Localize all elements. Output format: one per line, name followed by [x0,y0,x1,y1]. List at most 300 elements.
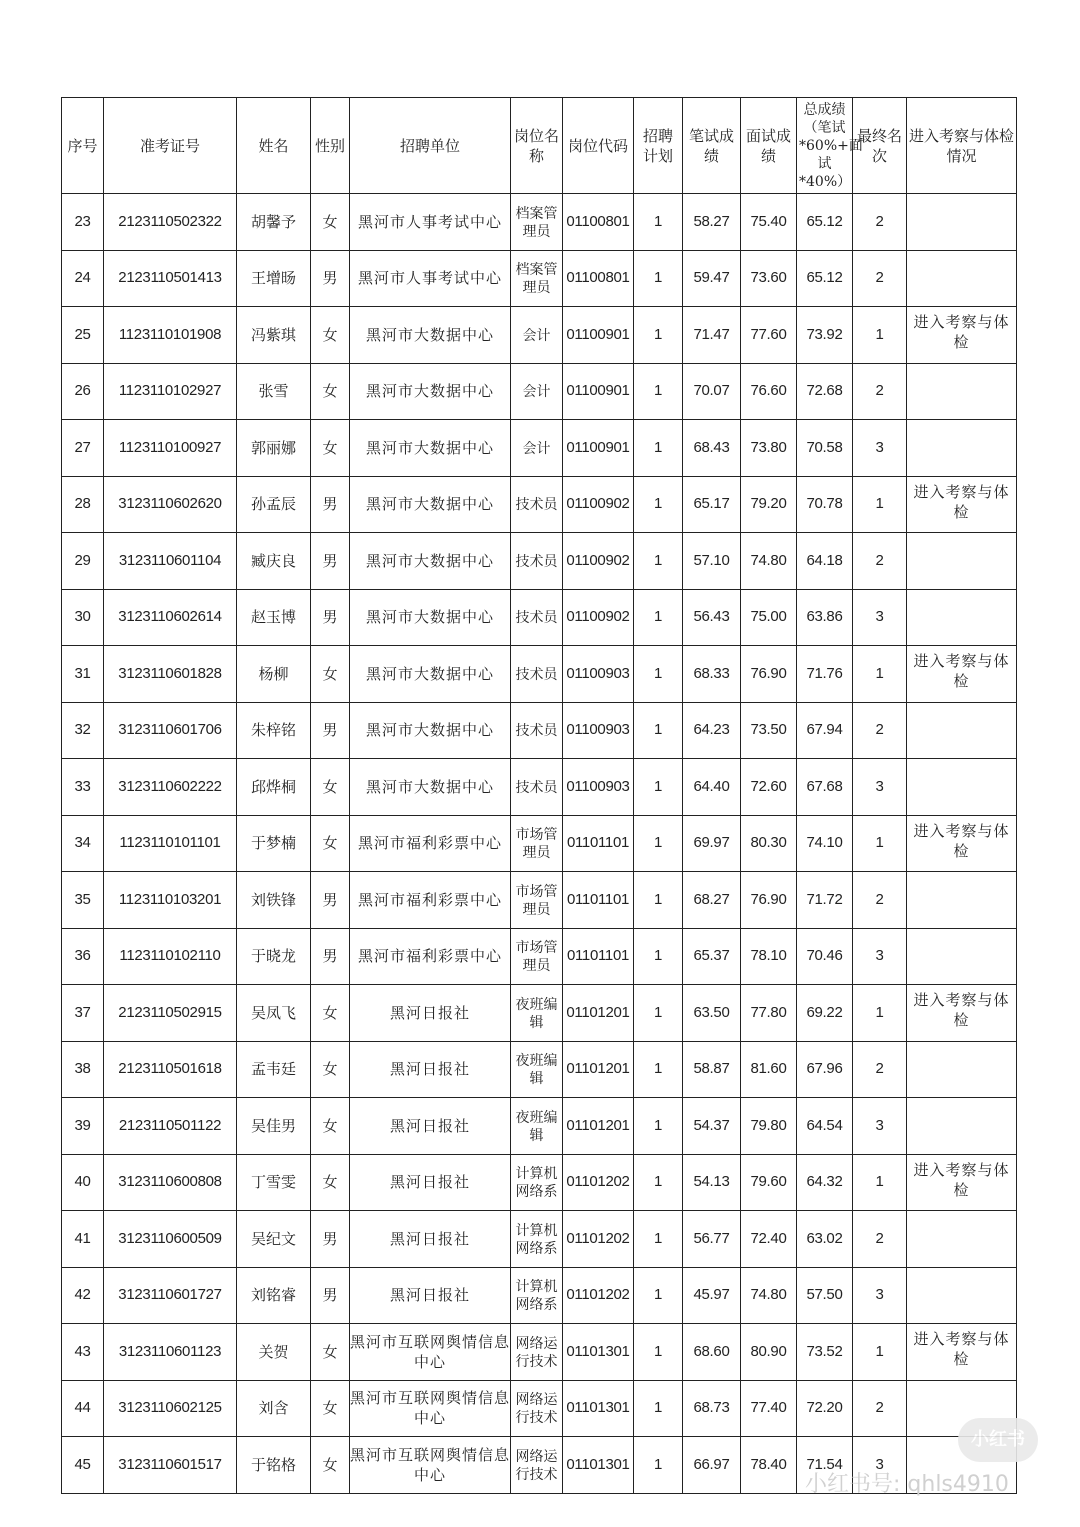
cell-post-code: 01101202 [563,1267,634,1324]
cell-ticket: 3123110602125 [104,1380,237,1437]
cell-rank: 2 [853,1380,907,1437]
cell-rank: 1 [853,1324,907,1381]
cell-total: 63.02 [797,1211,853,1268]
cell-seq: 34 [62,815,104,872]
cell-ticket: 3123110600509 [104,1211,237,1268]
cell-ticket: 3123110602620 [104,476,237,533]
cell-name: 赵玉博 [237,589,311,646]
cell-total: 71.54 [797,1437,853,1494]
cell-rank: 3 [853,420,907,477]
cell-plan: 1 [634,589,683,646]
cell-ticket: 2123110501618 [104,1041,237,1098]
cell-interview: 78.40 [741,1437,797,1494]
cell-employer: 黑河市大数据中心 [350,533,511,590]
cell-written: 68.73 [683,1380,741,1437]
cell-ticket: 1123110101908 [104,307,237,364]
table-row [62,1154,1017,1211]
cell-post-code: 01100902 [563,533,634,590]
cell-employer: 黑河市大数据中心 [350,759,511,816]
cell-rank: 3 [853,928,907,985]
table-row [62,702,1017,759]
cell-ticket: 2123110501122 [104,1098,237,1155]
table-row [62,533,1017,590]
cell-plan: 1 [634,1324,683,1381]
cell-written: 59.47 [683,250,741,307]
cell-gender: 女 [311,1324,350,1381]
cell-written: 64.23 [683,702,741,759]
col-header-seq: 序号 [62,98,104,194]
cell-interview: 80.90 [741,1324,797,1381]
cell-seq: 39 [62,1098,104,1155]
cell-seq: 45 [62,1437,104,1494]
cell-interview: 79.60 [741,1154,797,1211]
results-body [62,194,1017,1494]
table-row [62,815,1017,872]
cell-post-code: 01100902 [563,589,634,646]
cell-employer: 黑河市大数据中心 [350,589,511,646]
table-row [62,1380,1017,1437]
cell-seq: 28 [62,476,104,533]
cell-written: 57.10 [683,533,741,590]
table-row [62,928,1017,985]
cell-rank: 2 [853,702,907,759]
cell-post-code: 01101201 [563,1041,634,1098]
cell-written: 65.37 [683,928,741,985]
cell-gender: 女 [311,646,350,703]
cell-seq: 31 [62,646,104,703]
cell-seq: 36 [62,928,104,985]
cell-plan: 1 [634,363,683,420]
cell-seq: 24 [62,250,104,307]
cell-total: 64.18 [797,533,853,590]
cell-total: 67.96 [797,1041,853,1098]
cell-gender: 女 [311,815,350,872]
cell-gender: 男 [311,702,350,759]
cell-employer: 黑河市大数据中心 [350,646,511,703]
cell-post-name: 技术员 [511,589,563,646]
cell-written: 68.27 [683,872,741,929]
cell-written: 64.40 [683,759,741,816]
cell-rank: 3 [853,589,907,646]
col-header-plan: 招聘计划 [634,98,683,194]
cell-written: 63.50 [683,985,741,1042]
cell-written: 71.47 [683,307,741,364]
table-row [62,985,1017,1042]
cell-name: 臧庆良 [237,533,311,590]
cell-seq: 27 [62,420,104,477]
cell-gender: 女 [311,363,350,420]
cell-employer: 黑河市人事考试中心 [350,250,511,307]
cell-name: 吴纪文 [237,1211,311,1268]
col-header-post-name: 岗位名称 [511,98,563,194]
cell-gender: 女 [311,420,350,477]
cell-employer: 黑河市大数据中心 [350,476,511,533]
cell-total: 72.68 [797,363,853,420]
cell-seq: 40 [62,1154,104,1211]
cell-post-name: 市场管理员 [511,872,563,929]
cell-employer: 黑河市大数据中心 [350,420,511,477]
cell-gender: 女 [311,1154,350,1211]
cell-status [907,250,1017,307]
cell-status: 进入考察与体检 [907,985,1017,1042]
cell-interview: 74.80 [741,1267,797,1324]
cell-gender: 女 [311,985,350,1042]
cell-plan: 1 [634,1154,683,1211]
cell-total: 64.32 [797,1154,853,1211]
cell-rank: 1 [853,815,907,872]
cell-employer: 黑河市福利彩票中心 [350,872,511,929]
cell-gender: 女 [311,759,350,816]
cell-total: 65.12 [797,194,853,251]
table-row [62,194,1017,251]
cell-ticket: 3123110602614 [104,589,237,646]
table-row [62,1041,1017,1098]
cell-ticket: 3123110601706 [104,702,237,759]
cell-post-code: 01100801 [563,250,634,307]
cell-ticket: 2123110502915 [104,985,237,1042]
table-row [62,1324,1017,1381]
cell-post-code: 01101201 [563,1098,634,1155]
cell-plan: 1 [634,1098,683,1155]
cell-status [907,589,1017,646]
cell-employer: 黑河市福利彩票中心 [350,815,511,872]
col-header-status: 进入考察与体检情况 [907,98,1017,194]
col-header-interview: 面试成绩 [741,98,797,194]
cell-gender: 女 [311,1437,350,1494]
cell-employer: 黑河市大数据中心 [350,363,511,420]
cell-post-name: 计算机网络系 [511,1211,563,1268]
cell-post-name: 档案管理员 [511,194,563,251]
cell-ticket: 1123110102110 [104,928,237,985]
cell-written: 68.60 [683,1324,741,1381]
cell-name: 杨柳 [237,646,311,703]
cell-gender: 男 [311,1211,350,1268]
cell-post-name: 夜班编辑 [511,985,563,1042]
cell-written: 58.87 [683,1041,741,1098]
cell-rank: 2 [853,872,907,929]
cell-total: 73.52 [797,1324,853,1381]
table-row [62,307,1017,364]
cell-written: 54.13 [683,1154,741,1211]
cell-status [907,1098,1017,1155]
cell-seq: 26 [62,363,104,420]
table-row [62,759,1017,816]
cell-written: 68.33 [683,646,741,703]
cell-plan: 1 [634,928,683,985]
cell-interview: 73.60 [741,250,797,307]
cell-ticket: 1123110102927 [104,363,237,420]
cell-post-name: 网络运行技术 [511,1324,563,1381]
cell-post-name: 网络运行技术 [511,1437,563,1494]
cell-seq: 25 [62,307,104,364]
cell-total: 70.58 [797,420,853,477]
cell-written: 65.17 [683,476,741,533]
cell-ticket: 3123110601123 [104,1324,237,1381]
cell-name: 孟韦廷 [237,1041,311,1098]
cell-post-code: 01101101 [563,815,634,872]
cell-status [907,194,1017,251]
cell-gender: 女 [311,1098,350,1155]
cell-name: 于晓龙 [237,928,311,985]
cell-employer: 黑河市互联网舆情信息中心 [350,1380,511,1437]
cell-post-code: 01100903 [563,702,634,759]
table-row [62,872,1017,929]
col-header-post-code: 岗位代码 [563,98,634,194]
cell-gender: 男 [311,1267,350,1324]
cell-plan: 1 [634,1380,683,1437]
cell-interview: 80.30 [741,815,797,872]
cell-rank: 2 [853,533,907,590]
cell-post-name: 夜班编辑 [511,1098,563,1155]
cell-rank: 1 [853,307,907,364]
cell-name: 冯紫琪 [237,307,311,364]
header-row [62,98,1017,194]
cell-employer: 黑河日报社 [350,1098,511,1155]
cell-interview: 78.10 [741,928,797,985]
cell-interview: 77.60 [741,307,797,364]
cell-seq: 32 [62,702,104,759]
cell-plan: 1 [634,815,683,872]
cell-written: 45.97 [683,1267,741,1324]
cell-written: 56.43 [683,589,741,646]
cell-status [907,702,1017,759]
cell-seq: 38 [62,1041,104,1098]
cell-rank: 3 [853,1098,907,1155]
cell-status [907,420,1017,477]
cell-post-code: 01100901 [563,420,634,477]
cell-ticket: 1123110103201 [104,872,237,929]
cell-rank: 1 [853,1154,907,1211]
cell-name: 丁雪雯 [237,1154,311,1211]
cell-post-code: 01101301 [563,1380,634,1437]
cell-rank: 1 [853,646,907,703]
cell-post-code: 01100901 [563,363,634,420]
cell-written: 68.43 [683,420,741,477]
cell-post-name: 计算机网络系 [511,1154,563,1211]
cell-plan: 1 [634,307,683,364]
cell-interview: 77.40 [741,1380,797,1437]
table-row [62,646,1017,703]
cell-employer: 黑河日报社 [350,1267,511,1324]
cell-written: 70.07 [683,363,741,420]
cell-interview: 72.40 [741,1211,797,1268]
table-row [62,589,1017,646]
table-row [62,1211,1017,1268]
cell-name: 吴佳男 [237,1098,311,1155]
cell-total: 57.50 [797,1267,853,1324]
cell-employer: 黑河市互联网舆情信息中心 [350,1324,511,1381]
cell-post-name: 技术员 [511,702,563,759]
cell-written: 54.37 [683,1098,741,1155]
cell-plan: 1 [634,476,683,533]
cell-written: 58.27 [683,194,741,251]
cell-name: 王增旸 [237,250,311,307]
cell-plan: 1 [634,985,683,1042]
cell-post-code: 01101202 [563,1154,634,1211]
cell-seq: 29 [62,533,104,590]
cell-interview: 76.90 [741,646,797,703]
cell-status: 进入考察与体检 [907,646,1017,703]
col-header-written: 笔试成绩 [683,98,741,194]
cell-name: 吴凤飞 [237,985,311,1042]
cell-total: 67.68 [797,759,853,816]
cell-employer: 黑河市大数据中心 [350,307,511,364]
cell-total: 71.76 [797,646,853,703]
cell-total: 70.46 [797,928,853,985]
cell-total: 73.92 [797,307,853,364]
cell-rank: 3 [853,1267,907,1324]
watermark-logo: 小红书 [958,1418,1038,1462]
cell-gender: 女 [311,1041,350,1098]
cell-post-code: 01101301 [563,1324,634,1381]
cell-plan: 1 [634,1041,683,1098]
cell-interview: 76.90 [741,872,797,929]
cell-plan: 1 [634,1437,683,1494]
cell-post-name: 市场管理员 [511,815,563,872]
cell-written: 56.77 [683,1211,741,1268]
cell-post-name: 技术员 [511,533,563,590]
cell-interview: 75.40 [741,194,797,251]
cell-plan: 1 [634,1211,683,1268]
cell-ticket: 3123110601517 [104,1437,237,1494]
cell-gender: 男 [311,476,350,533]
cell-written: 66.97 [683,1437,741,1494]
table-row [62,476,1017,533]
cell-post-name: 会计 [511,420,563,477]
cell-status: 进入考察与体检 [907,476,1017,533]
cell-interview: 73.50 [741,702,797,759]
cell-ticket: 2123110501413 [104,250,237,307]
col-header-rank: 最终名次 [853,98,907,194]
cell-name: 刘铭睿 [237,1267,311,1324]
col-header-gender: 性别 [311,98,350,194]
col-header-ticket: 准考证号 [104,98,237,194]
cell-status [907,759,1017,816]
cell-gender: 男 [311,872,350,929]
results-table [61,97,1017,1494]
cell-name: 刘含 [237,1380,311,1437]
cell-plan: 1 [634,194,683,251]
cell-plan: 1 [634,533,683,590]
cell-post-name: 会计 [511,363,563,420]
cell-plan: 1 [634,759,683,816]
cell-seq: 42 [62,1267,104,1324]
cell-employer: 黑河日报社 [350,1211,511,1268]
cell-plan: 1 [634,702,683,759]
cell-written: 69.97 [683,815,741,872]
cell-gender: 男 [311,589,350,646]
cell-employer: 黑河市人事考试中心 [350,194,511,251]
cell-status: 进入考察与体检 [907,1154,1017,1211]
cell-rank: 2 [853,1041,907,1098]
cell-ticket: 3123110601104 [104,533,237,590]
cell-gender: 男 [311,250,350,307]
cell-post-code: 01101101 [563,872,634,929]
cell-total: 65.12 [797,250,853,307]
cell-rank: 2 [853,250,907,307]
cell-seq: 30 [62,589,104,646]
cell-status [907,1211,1017,1268]
cell-post-code: 01101101 [563,928,634,985]
cell-post-code: 01101202 [563,1211,634,1268]
cell-post-name: 计算机网络系 [511,1267,563,1324]
cell-seq: 41 [62,1211,104,1268]
cell-ticket: 3123110602222 [104,759,237,816]
cell-name: 于梦楠 [237,815,311,872]
cell-post-code: 01100903 [563,759,634,816]
cell-gender: 女 [311,194,350,251]
cell-interview: 79.20 [741,476,797,533]
cell-post-code: 01100901 [563,307,634,364]
cell-interview: 77.80 [741,985,797,1042]
cell-post-code: 01100903 [563,646,634,703]
cell-post-code: 01100902 [563,476,634,533]
cell-status [907,1041,1017,1098]
cell-ticket: 3123110601828 [104,646,237,703]
cell-total: 71.72 [797,872,853,929]
cell-rank: 2 [853,363,907,420]
col-header-total: 总成绩（笔试*60%+面试*40%） [797,98,853,194]
cell-name: 关贺 [237,1324,311,1381]
cell-interview: 79.80 [741,1098,797,1155]
cell-rank: 3 [853,1437,907,1494]
cell-post-name: 技术员 [511,476,563,533]
cell-rank: 2 [853,1211,907,1268]
cell-total: 63.86 [797,589,853,646]
table-row [62,250,1017,307]
cell-ticket: 1123110101101 [104,815,237,872]
cell-rank: 1 [853,985,907,1042]
cell-name: 胡馨予 [237,194,311,251]
cell-post-name: 会计 [511,307,563,364]
watermark-account: 小红书号: qhls4910 [805,1472,1009,1497]
cell-post-name: 技术员 [511,646,563,703]
cell-status [907,872,1017,929]
cell-status [907,363,1017,420]
cell-name: 刘铁锋 [237,872,311,929]
cell-post-code: 01101201 [563,985,634,1042]
cell-ticket: 3123110601727 [104,1267,237,1324]
cell-post-name: 网络运行技术 [511,1380,563,1437]
cell-interview: 73.80 [741,420,797,477]
cell-total: 64.54 [797,1098,853,1155]
table-row [62,420,1017,477]
cell-interview: 74.80 [741,533,797,590]
cell-status: 进入考察与体检 [907,1324,1017,1381]
cell-rank: 2 [853,194,907,251]
cell-name: 孙孟辰 [237,476,311,533]
cell-name: 张雪 [237,363,311,420]
cell-employer: 黑河日报社 [350,985,511,1042]
cell-post-name: 夜班编辑 [511,1041,563,1098]
cell-employer: 黑河市大数据中心 [350,702,511,759]
cell-gender: 女 [311,1380,350,1437]
cell-total: 67.94 [797,702,853,759]
cell-post-code: 01101301 [563,1437,634,1494]
cell-plan: 1 [634,420,683,477]
cell-gender: 男 [311,533,350,590]
cell-seq: 33 [62,759,104,816]
col-header-employer: 招聘单位 [350,98,511,194]
col-header-name: 姓名 [237,98,311,194]
cell-status: 进入考察与体检 [907,815,1017,872]
cell-plan: 1 [634,646,683,703]
cell-plan: 1 [634,1267,683,1324]
cell-employer: 黑河日报社 [350,1041,511,1098]
cell-status [907,533,1017,590]
cell-interview: 72.60 [741,759,797,816]
cell-name: 于铭格 [237,1437,311,1494]
